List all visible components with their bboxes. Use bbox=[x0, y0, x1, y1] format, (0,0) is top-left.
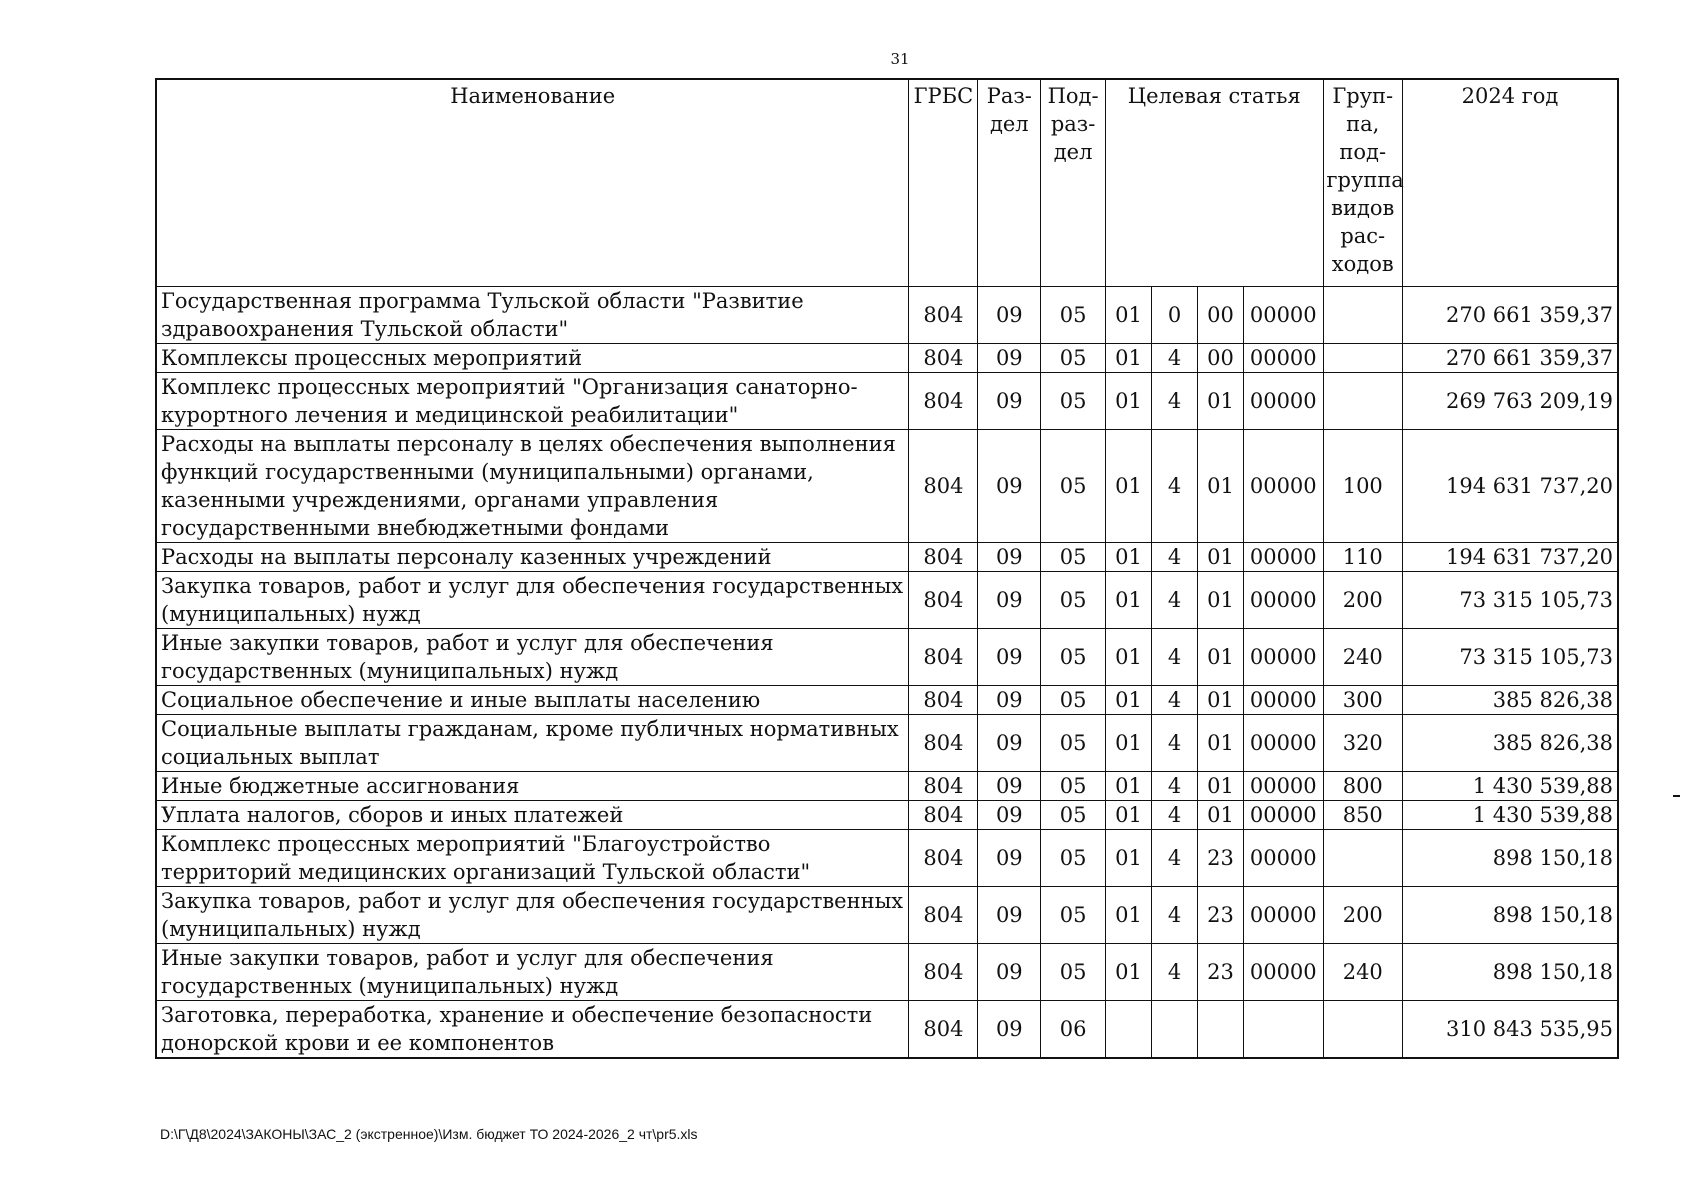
target-direction-cell: 00000 bbox=[1244, 572, 1324, 629]
target-program-cell: 01 bbox=[1106, 715, 1152, 772]
target-direction-cell: 00000 bbox=[1244, 715, 1324, 772]
razdel-cell: 09 bbox=[978, 373, 1041, 430]
amount-cell: 270 661 359,37 bbox=[1402, 344, 1618, 373]
target-subprogram-cell: 01 bbox=[1198, 572, 1244, 629]
name-cell: Комплексы процессных мероприятий bbox=[156, 344, 909, 373]
grbs-cell: 804 bbox=[909, 772, 978, 801]
target-subprogram-cell: 01 bbox=[1198, 373, 1244, 430]
target-direction-cell: 00000 bbox=[1244, 830, 1324, 887]
table-row bbox=[156, 772, 1618, 801]
target-program-cell: 01 bbox=[1106, 686, 1152, 715]
target-subprogram-cell: 01 bbox=[1198, 772, 1244, 801]
podrazdel-cell: 05 bbox=[1041, 801, 1106, 830]
target-direction-cell: 00000 bbox=[1244, 373, 1324, 430]
target-subprogram-cell: 01 bbox=[1198, 715, 1244, 772]
grbs-cell: 804 bbox=[909, 801, 978, 830]
target-direction-cell: 00000 bbox=[1244, 686, 1324, 715]
razdel-cell: 09 bbox=[978, 543, 1041, 572]
expense-group-cell: 240 bbox=[1323, 944, 1402, 1001]
expense-group-cell bbox=[1323, 830, 1402, 887]
target-direction-cell: 00000 bbox=[1244, 772, 1324, 801]
target-program-cell: 01 bbox=[1106, 287, 1152, 344]
razdel-cell: 09 bbox=[978, 686, 1041, 715]
grbs-cell: 804 bbox=[909, 830, 978, 887]
podrazdel-cell: 05 bbox=[1041, 344, 1106, 373]
amount-cell: 269 763 209,19 bbox=[1402, 373, 1618, 430]
target-program-cell: 01 bbox=[1106, 572, 1152, 629]
expense-group-cell bbox=[1323, 1001, 1402, 1059]
table-row bbox=[156, 686, 1618, 715]
target-subprogram-cell: 01 bbox=[1198, 430, 1244, 543]
target-direction-cell bbox=[1244, 1001, 1324, 1059]
target-type-cell: 0 bbox=[1152, 287, 1198, 344]
table-row bbox=[156, 887, 1618, 944]
target-subprogram-cell: 00 bbox=[1198, 344, 1244, 373]
razdel-cell: 09 bbox=[978, 715, 1041, 772]
amount-cell: 1 430 539,88 bbox=[1402, 801, 1618, 830]
amount-cell: 898 150,18 bbox=[1402, 830, 1618, 887]
grbs-cell: 804 bbox=[909, 572, 978, 629]
name-cell: Заготовка, переработка, хранение и обеспечение безопасности донорской крови и ее компонентов bbox=[156, 1001, 909, 1059]
target-program-cell: 01 bbox=[1106, 801, 1152, 830]
expense-group-cell: 200 bbox=[1323, 572, 1402, 629]
name-cell: Социальные выплаты гражданам, кроме публичных нормативных социальных выплат bbox=[156, 715, 909, 772]
target-type-cell: 4 bbox=[1152, 373, 1198, 430]
grbs-cell: 804 bbox=[909, 686, 978, 715]
target-subprogram-cell: 01 bbox=[1198, 543, 1244, 572]
table-row bbox=[156, 801, 1618, 830]
amount-cell: 73 315 105,73 bbox=[1402, 572, 1618, 629]
target-subprogram-cell: 23 bbox=[1198, 944, 1244, 1001]
razdel-cell: 09 bbox=[978, 830, 1041, 887]
table-row bbox=[156, 344, 1618, 373]
name-cell: Уплата налогов, сборов и иных платежей bbox=[156, 801, 909, 830]
table-header-row bbox=[156, 79, 1618, 287]
target-direction-cell: 00000 bbox=[1244, 344, 1324, 373]
target-program-cell: 01 bbox=[1106, 373, 1152, 430]
table-row bbox=[156, 287, 1618, 344]
name-cell: Иные закупки товаров, работ и услуг для обеспечения государственных (муниципальных) нужд bbox=[156, 944, 909, 1001]
target-direction-cell: 00000 bbox=[1244, 287, 1324, 344]
podrazdel-cell: 05 bbox=[1041, 629, 1106, 686]
expense-group-cell: 200 bbox=[1323, 887, 1402, 944]
target-subprogram-cell: 23 bbox=[1198, 887, 1244, 944]
amount-cell: 385 826,38 bbox=[1402, 715, 1618, 772]
razdel-cell: 09 bbox=[978, 430, 1041, 543]
grbs-cell: 804 bbox=[909, 887, 978, 944]
target-type-cell: 4 bbox=[1152, 344, 1198, 373]
name-cell: Расходы на выплаты персоналу в целях обеспечения выполнения функций государственными (муниципальными) органами, казенными учреждениями, органами управления государственными внебюджетными фондами bbox=[156, 430, 909, 543]
target-type-cell: 4 bbox=[1152, 887, 1198, 944]
razdel-cell: 09 bbox=[978, 344, 1041, 373]
table-row bbox=[156, 1001, 1618, 1059]
podrazdel-cell: 06 bbox=[1041, 1001, 1106, 1059]
podrazdel-cell: 05 bbox=[1041, 772, 1106, 801]
razdel-cell: 09 bbox=[978, 629, 1041, 686]
name-cell: Социальное обеспечение и иные выплаты населению bbox=[156, 686, 909, 715]
amount-cell: 194 631 737,20 bbox=[1402, 430, 1618, 543]
podrazdel-cell: 05 bbox=[1041, 572, 1106, 629]
razdel-cell: 09 bbox=[978, 772, 1041, 801]
amount-cell: 385 826,38 bbox=[1402, 686, 1618, 715]
target-direction-cell: 00000 bbox=[1244, 801, 1324, 830]
podrazdel-cell: 05 bbox=[1041, 373, 1106, 430]
amount-cell: 194 631 737,20 bbox=[1402, 543, 1618, 572]
target-program-cell: 01 bbox=[1106, 629, 1152, 686]
table-row bbox=[156, 830, 1618, 887]
header-target-article: Целевая статья bbox=[1106, 79, 1324, 287]
target-subprogram-cell: 00 bbox=[1198, 287, 1244, 344]
amount-cell: 270 661 359,37 bbox=[1402, 287, 1618, 344]
header-expense-group: Груп- па, под- группа видов рас- ходов bbox=[1323, 79, 1402, 287]
target-program-cell: 01 bbox=[1106, 887, 1152, 944]
target-type-cell: 4 bbox=[1152, 430, 1198, 543]
podrazdel-cell: 05 bbox=[1041, 430, 1106, 543]
expense-group-cell: 110 bbox=[1323, 543, 1402, 572]
target-program-cell: 01 bbox=[1106, 344, 1152, 373]
table-row bbox=[156, 572, 1618, 629]
target-subprogram-cell: 01 bbox=[1198, 629, 1244, 686]
name-cell: Закупка товаров, работ и услуг для обеспечения государственных (муниципальных) нужд bbox=[156, 572, 909, 629]
name-cell: Расходы на выплаты персоналу казенных учреждений bbox=[156, 543, 909, 572]
page-number: 31 bbox=[890, 50, 910, 68]
razdel-cell: 09 bbox=[978, 287, 1041, 344]
target-type-cell: 4 bbox=[1152, 686, 1198, 715]
target-program-cell: 01 bbox=[1106, 430, 1152, 543]
expense-group-cell: 850 bbox=[1323, 801, 1402, 830]
target-type-cell: 4 bbox=[1152, 944, 1198, 1001]
expense-group-cell bbox=[1323, 344, 1402, 373]
header-name: Наименование bbox=[156, 79, 909, 287]
name-cell: Государственная программа Тульской области "Развитие здравоохранения Тульской области" bbox=[156, 287, 909, 344]
expense-group-cell: 300 bbox=[1323, 686, 1402, 715]
target-direction-cell: 00000 bbox=[1244, 430, 1324, 543]
grbs-cell: 804 bbox=[909, 629, 978, 686]
target-subprogram-cell: 01 bbox=[1198, 801, 1244, 830]
expense-group-cell bbox=[1323, 287, 1402, 344]
podrazdel-cell: 05 bbox=[1041, 686, 1106, 715]
target-type-cell: 4 bbox=[1152, 572, 1198, 629]
target-subprogram-cell: 23 bbox=[1198, 830, 1244, 887]
target-direction-cell: 00000 bbox=[1244, 543, 1324, 572]
amount-cell: 310 843 535,95 bbox=[1402, 1001, 1618, 1059]
target-type-cell bbox=[1152, 1001, 1198, 1059]
razdel-cell: 09 bbox=[978, 887, 1041, 944]
target-type-cell: 4 bbox=[1152, 772, 1198, 801]
razdel-cell: 09 bbox=[978, 801, 1041, 830]
table-row bbox=[156, 373, 1618, 430]
budget-table bbox=[155, 78, 1619, 1059]
amount-cell: 898 150,18 bbox=[1402, 887, 1618, 944]
margin-mark bbox=[1673, 795, 1680, 797]
target-type-cell: 4 bbox=[1152, 801, 1198, 830]
razdel-cell: 09 bbox=[978, 944, 1041, 1001]
target-program-cell bbox=[1106, 1001, 1152, 1059]
table-row bbox=[156, 430, 1618, 543]
amount-cell: 73 315 105,73 bbox=[1402, 629, 1618, 686]
grbs-cell: 804 bbox=[909, 1001, 978, 1059]
expense-group-cell: 800 bbox=[1323, 772, 1402, 801]
grbs-cell: 804 bbox=[909, 373, 978, 430]
grbs-cell: 804 bbox=[909, 430, 978, 543]
amount-cell: 1 430 539,88 bbox=[1402, 772, 1618, 801]
table-row bbox=[156, 629, 1618, 686]
razdel-cell: 09 bbox=[978, 572, 1041, 629]
podrazdel-cell: 05 bbox=[1041, 887, 1106, 944]
target-direction-cell: 00000 bbox=[1244, 629, 1324, 686]
target-program-cell: 01 bbox=[1106, 772, 1152, 801]
header-podrazdel: Под- раз- дел bbox=[1041, 79, 1106, 287]
target-direction-cell: 00000 bbox=[1244, 944, 1324, 1001]
target-subprogram-cell: 01 bbox=[1198, 686, 1244, 715]
target-direction-cell: 00000 bbox=[1244, 887, 1324, 944]
target-program-cell: 01 bbox=[1106, 944, 1152, 1001]
name-cell: Иные закупки товаров, работ и услуг для обеспечения государственных (муниципальных) нужд bbox=[156, 629, 909, 686]
expense-group-cell bbox=[1323, 373, 1402, 430]
podrazdel-cell: 05 bbox=[1041, 287, 1106, 344]
name-cell: Закупка товаров, работ и услуг для обеспечения государственных (муниципальных) нужд bbox=[156, 887, 909, 944]
target-subprogram-cell bbox=[1198, 1001, 1244, 1059]
header-year-2024: 2024 год bbox=[1402, 79, 1618, 287]
razdel-cell: 09 bbox=[978, 1001, 1041, 1059]
expense-group-cell: 240 bbox=[1323, 629, 1402, 686]
grbs-cell: 804 bbox=[909, 543, 978, 572]
name-cell: Комплекс процессных мероприятий "Благоустройство территорий медицинских организаций Тульской области" bbox=[156, 830, 909, 887]
target-type-cell: 4 bbox=[1152, 629, 1198, 686]
footer-file-path: D:\Г\Д8\2024\ЗАКОНЫ\ЗАС_2 (экстренное)\Изм. бюджет ТО 2024-2026_2 чт\pr5.xls bbox=[160, 1126, 698, 1142]
table-body bbox=[156, 287, 1618, 1059]
target-program-cell: 01 bbox=[1106, 543, 1152, 572]
target-program-cell: 01 bbox=[1106, 830, 1152, 887]
podrazdel-cell: 05 bbox=[1041, 830, 1106, 887]
table-row bbox=[156, 944, 1618, 1001]
header-razdel: Раз- дел bbox=[978, 79, 1041, 287]
name-cell: Комплекс процессных мероприятий "Организация санаторно-курортного лечения и медицинской реабилитации" bbox=[156, 373, 909, 430]
grbs-cell: 804 bbox=[909, 944, 978, 1001]
expense-group-cell: 320 bbox=[1323, 715, 1402, 772]
target-type-cell: 4 bbox=[1152, 830, 1198, 887]
amount-cell: 898 150,18 bbox=[1402, 944, 1618, 1001]
table-row bbox=[156, 715, 1618, 772]
header-grbs: ГРБС bbox=[909, 79, 978, 287]
target-type-cell: 4 bbox=[1152, 715, 1198, 772]
target-type-cell: 4 bbox=[1152, 543, 1198, 572]
expense-group-cell: 100 bbox=[1323, 430, 1402, 543]
podrazdel-cell: 05 bbox=[1041, 543, 1106, 572]
table-row bbox=[156, 543, 1618, 572]
grbs-cell: 804 bbox=[909, 287, 978, 344]
grbs-cell: 804 bbox=[909, 344, 978, 373]
name-cell: Иные бюджетные ассигнования bbox=[156, 772, 909, 801]
podrazdel-cell: 05 bbox=[1041, 715, 1106, 772]
podrazdel-cell: 05 bbox=[1041, 944, 1106, 1001]
grbs-cell: 804 bbox=[909, 715, 978, 772]
